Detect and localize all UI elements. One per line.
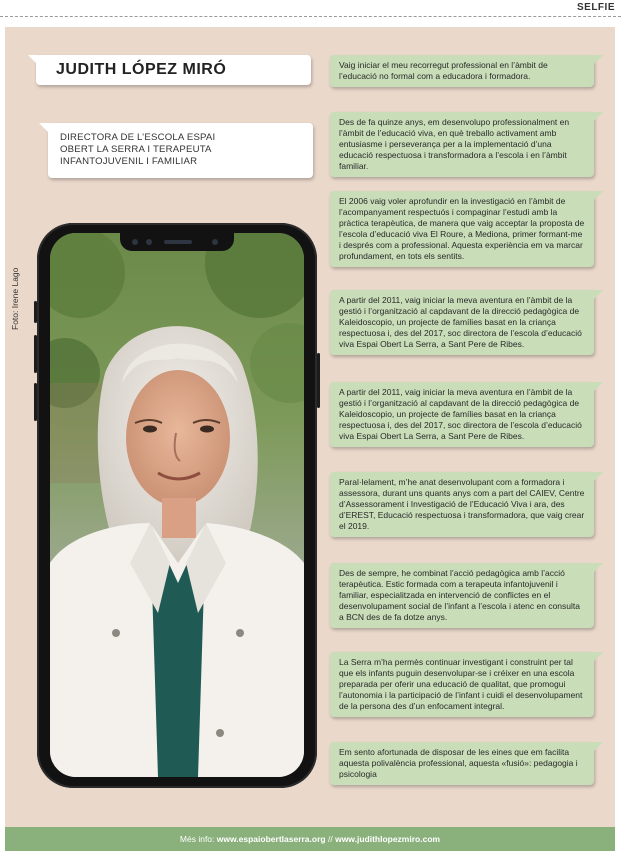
section-label: SELFIE	[576, 2, 615, 13]
bio-bubble	[330, 55, 594, 87]
bio-bubble	[330, 191, 594, 267]
bubble-tail	[593, 112, 603, 122]
bio-bubble	[330, 652, 594, 717]
bio-bubble	[330, 742, 594, 785]
speaker-icon	[164, 240, 192, 244]
footer-bar	[5, 827, 615, 851]
card-corner	[39, 123, 50, 134]
bubble-tail	[593, 290, 603, 300]
bio-bubble	[330, 290, 594, 355]
phone-side-button	[317, 353, 320, 408]
bio-text: Em sento afortunada de disposar de les eines que em facilita aquesta polivalència professional, aquesta «fusió»: pedagogia i psicologia	[339, 747, 578, 779]
footer-separator: //	[327, 834, 333, 844]
portrait-illustration	[50, 233, 304, 777]
bubble-tail	[593, 742, 603, 752]
bio-text: Paral·lelament, m’he anat desenvolupant com a formadora i assessora, durant uns quants anys com a part del CAIEV, Centre d’Assessorament i Investigació de l’Educació Viva i ara, des d’EREST, Educació respectuosa i transformadora, que vaig crear el 2019.	[339, 477, 585, 531]
phone-frame	[37, 223, 317, 788]
website-link[interactable]: www.judithlopezmiro.com	[335, 834, 441, 844]
phone-notch	[120, 233, 234, 251]
sensor-icon	[146, 239, 152, 245]
phone-side-button	[34, 335, 37, 373]
job-title-line: OBERT LA SERRA I TERAPEUTA	[60, 144, 212, 155]
bubble-tail	[593, 382, 603, 392]
camera-icon	[212, 239, 218, 245]
bio-bubble	[330, 112, 594, 177]
footer-prefix: Més info:	[179, 834, 215, 844]
bubble-tail	[593, 191, 603, 201]
bubble-tail	[593, 563, 603, 573]
website-link[interactable]: www.espaiobertlaserra.org	[216, 834, 326, 844]
bio-text: Des de fa quinze anys, em desenvolupo professionalment en l’àmbit de l’educació viva, en què treballo activament amb entusiasme i perseverança per a la implementació d’una educació respectuosa i transformadora a l’escola i en l’àmbit familiar.	[339, 117, 570, 171]
bubble-tail	[593, 472, 603, 482]
chat-bubbles	[327, 0, 605, 854]
bio-text: La Serra m’ha permès continuar investigant i construint per tal que els infants puguin desenvolupar-se i créixer en una escola preparada per oferir una educació de qualitat, que promogui l’autonomia i la participació de l’infant i cuidi el desenvolupament de la persona des d’un enfocament integral.	[339, 657, 583, 711]
bubble-tail	[593, 55, 603, 65]
bio-text: El 2006 vaig voler aprofundir en la investigació en l’àmbit de l’acompanyament respectuós i compaginar l’estudi amb la pràctica terapèutica, de manera que vaig acceptar la proposta de l’escola d’educació viva El Roure, a Mediona, primer formant-me i després com a professional. Aquesta experiència em va marcar profundament, en tots els sentits.	[339, 196, 585, 261]
name-card	[36, 55, 311, 85]
phone-side-button	[34, 383, 37, 421]
job-title-card	[48, 123, 313, 178]
bubble-tail	[593, 652, 603, 662]
bio-bubble	[330, 563, 594, 628]
person-name: JUDITH LÓPEZ MIRÓ	[56, 61, 227, 78]
card-corner	[28, 55, 38, 65]
photo-credit: Foto: Irene Lago	[10, 267, 20, 330]
bio-bubble	[330, 472, 594, 537]
bio-text: Des de sempre, he combinat l’acció pedagògica amb l’acció terapèutica. Estic formada com a terapeuta infantojuvenil i familiar, especialitzada en intervenció de conflictes en el desenvolupament social de l’infant a l’escola i atenc en consulta a BCN des de fa dotze anys.	[339, 568, 580, 622]
job-title-line: INFANTOJUVENIL I FAMILIAR	[60, 156, 198, 167]
bio-text: Vaig iniciar el meu recorregut professional en l’àmbit de l’educació no formal com a educadora i formadora.	[339, 60, 548, 81]
bio-text: A partir del 2011, vaig iniciar la meva aventura en l’àmbit de la gestió i l’organització al capdavant de la direcció pedagògica de Kaleidoscopio, un projecte de famílies basat en la criança respectuosa i, des del 2017, soc directora de l’escola d’educació viva Espai Obert La Serra, a Sant Pere de Ribes.	[339, 387, 582, 441]
camera-icon	[132, 239, 138, 245]
bio-bubble	[330, 382, 594, 447]
job-title-line: DIRECTORA DE L’ESCOLA ESPAI	[60, 132, 216, 143]
phone-side-button	[34, 301, 37, 323]
portrait-photo	[50, 233, 304, 777]
bio-text: A partir del 2011, vaig iniciar la meva aventura en l’àmbit de la gestió i l’organització al capdavant de la direcció pedagògica de Kaleidoscopio, un projecte de famílies basat en la criança respectuosa i, des del 2017, soc directora de l’escola d’educació viva Espai Obert La Serra, a Sant Pere de Ribes.	[339, 295, 582, 349]
